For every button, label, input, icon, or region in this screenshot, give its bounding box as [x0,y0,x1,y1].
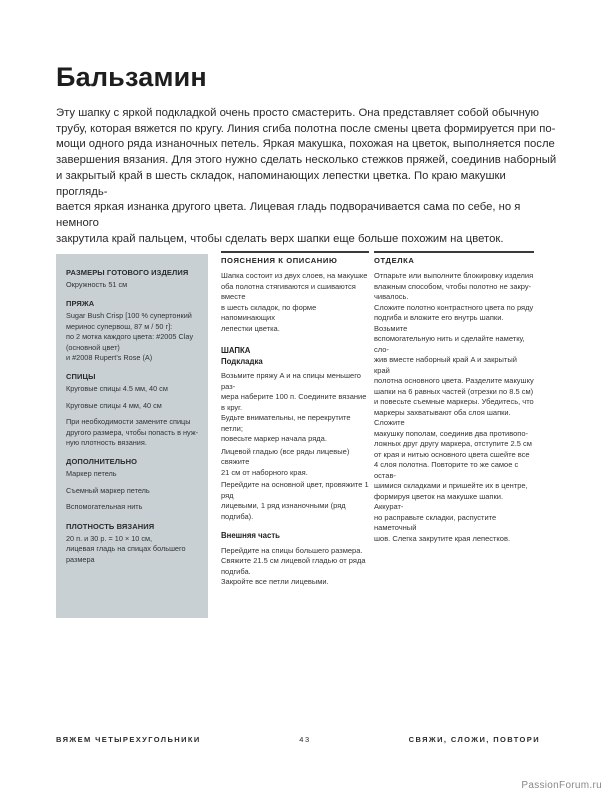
needles-note-line: другого размера, чтобы попасть в нуж- [66,427,199,437]
outer-line: Перейдите на спицы большего размера. [221,545,363,555]
page-number: 43 [299,735,311,744]
gauge-section [66,522,200,565]
outer-line: Свяжите 21.5 см лицевой гладью от ряда [221,556,366,565]
hat-section-title: ШАПКА [221,346,251,355]
sizes-line: Окружность 51 см [66,280,128,289]
yarn-line: (основной цвет) [66,342,120,352]
finishing-line: жив вместе наборный край A и закрытый край [374,355,517,375]
sizes-section [66,268,200,290]
intro-line: вается яркая изнанка другого цвета. Лицевая гладь подворачивается сама по себе, но я немного [56,201,521,229]
extra-section [66,457,200,512]
notes-line: оба полотна стягиваются и сшиваются вместе [221,281,356,301]
column-rule [221,251,369,253]
gauge-line: размера [66,554,95,564]
extra-heading: ДОПОЛНИТЕЛЬНО [66,457,138,467]
needles-note-line: При необходимости замените спицы [66,417,191,427]
lining-line: повесьте маркер начала ряда. [221,434,327,443]
outer-title: Внешняя часть [221,531,280,540]
materials-sidebar [56,254,208,618]
finishing-line: шов. Слегка закрутите края лепестков. [374,533,511,543]
extra-line: Съемный маркер петель [66,485,150,495]
finishing-line: формируя цветок на макушке шапки. Аккурат- [374,491,504,511]
needles-heading: СПИЦЫ [66,372,96,382]
extra-line: Вспомогательная нить [66,502,143,512]
finishing-line: макушку пополам, соединив два противопо- [374,428,529,438]
finishing-line: Сложите полотно контрастного цвета по ряду [374,302,534,312]
yarn-line: и #2008 Rupert's Rose (A) [66,353,153,363]
finishing-line: и повесьте съемные маркеры. Убедитесь, что [374,397,534,406]
intro-paragraph [56,106,558,247]
intro-line: закрутила край пальцем, чтобы сделать верх шапки еще больше похожим на цветок. [56,232,504,245]
intro-line: Эту шапку с яркой подкладкой очень просто смастерить. Она представляет собой обычную [56,107,539,119]
extra-line: Маркер петель [66,469,117,479]
lining-line: лицевыми, 1 ряд изнаночными (ряд подгиба). [221,501,346,521]
instructions-column [221,251,369,588]
needles-line: Круговые спицы 4 мм, 40 см [66,400,162,410]
footer-right-title: СВЯЖИ, СЛОЖИ, ПОВТОРИ [408,735,540,744]
yarn-line: по 2 мотка каждого цвета: #2005 Clay [66,332,194,342]
notes-heading: ПОЯСНЕНИЯ К ОПИСАНИЮ [221,256,338,265]
finishing-line: шимися складками и пришейте их в центре, [374,481,528,490]
lining-line: Будьте внимательны, не перекрутите петли; [221,413,351,433]
finishing-line: шапки на 6 равных частей (отрезки по 8.5 см) [374,386,534,396]
footer-left-title: ВЯЖЕМ ЧЕТЫРЕХУГОЛЬНИКИ [56,735,201,744]
finishing-line: ложных друг другу маркера, отступите 2.5 см [374,439,532,448]
gauge-line: лицевая гладь на спицах большего [66,544,186,554]
outer-line: подгиба. [221,566,251,576]
finishing-column [374,251,534,544]
notes-line: в шесть складок, по форме напоминающих [221,302,317,322]
needles-line: Круговые спицы 4.5 мм, 40 см [66,384,168,394]
yarn-line: Sugar Bush Crisp [100 % супертонкий [66,311,192,321]
gauge-heading: ПЛОТНОСТЬ ВЯЗАНИЯ [66,521,155,531]
finishing-heading: ОТДЕЛКА [374,256,415,265]
finishing-line: Отпарьте или выполните блокировку изделия [374,271,534,280]
intro-line: мощи одного ряда изнаночных петель. Яркая макушка, похожая на цветок, выполняется после [56,138,555,151]
page-title: Бальзамин [56,62,207,92]
finishing-line: 4 слоя полотна. Повторите то же самое с остав- [374,460,519,480]
lining-line: 21 см от наборного края. [221,467,308,477]
yarn-heading: ПРЯЖА [66,299,95,309]
watermark: PassionForum.ru [521,780,602,791]
lining-line: Лицевой гладью (все ряды лицевые) свяжите [221,446,350,466]
column-rule [374,251,534,253]
lining-line: Возьмите пряжу A и на спицы меньшего раз- [221,371,361,391]
finishing-line: подгиба и вложите его внутрь шапки. Возьмите [374,313,504,333]
lining-line: Перейдите на основной цвет, провяжите 1 ряд [221,480,369,500]
finishing-line: маркеры захватывают оба слоя шапки. Сложите [374,407,511,427]
finishing-line: влажным способом, чтобы полотно не закру- [374,281,532,291]
yarn-section [66,299,200,363]
finishing-line: но расправьте складки, распустите наметочный [374,512,497,532]
finishing-line: от края и нитью основного цвета сшейте все [374,449,530,459]
intro-line: и закрытый край в шесть складок, напоминающих лепестки цветка. По краю макушки проглядь- [56,169,506,198]
gauge-line: 20 п. и 30 р. = 10 × 10 см, [66,533,153,543]
lining-title: Подкладка [221,356,263,366]
needles-section [66,372,200,448]
yarn-line: меринос супервош, 87 м / 50 г]: [66,321,173,331]
notes-line: Шапка состоит из двух слоев, на макушке [221,271,368,280]
finishing-line: полотна основного цвета. Разделите макушку [374,376,534,385]
intro-line: трубу, которая вяжется по кругу. Линия сгиба полотна после смены цвета формируется при по- [56,122,556,135]
notes-line: лепестки цветка. [221,323,280,333]
lining-line: мера наберите 100 п. Соедините вязание в круг. [221,392,367,412]
finishing-line: чивалось. [374,292,409,301]
intro-line: завершения вязания. Для этого нужно сделать несколько стежков пряжей, соединив наборный [56,154,557,167]
finishing-line: вспомогательную нить и сделайте наметку, сло- [374,334,525,354]
outer-line: Закройте все петли лицевыми. [221,577,329,586]
needles-note-line: ную плотность вязания. [66,438,147,448]
sizes-heading: РАЗМЕРЫ ГОТОВОГО ИЗДЕЛИЯ [66,268,189,277]
